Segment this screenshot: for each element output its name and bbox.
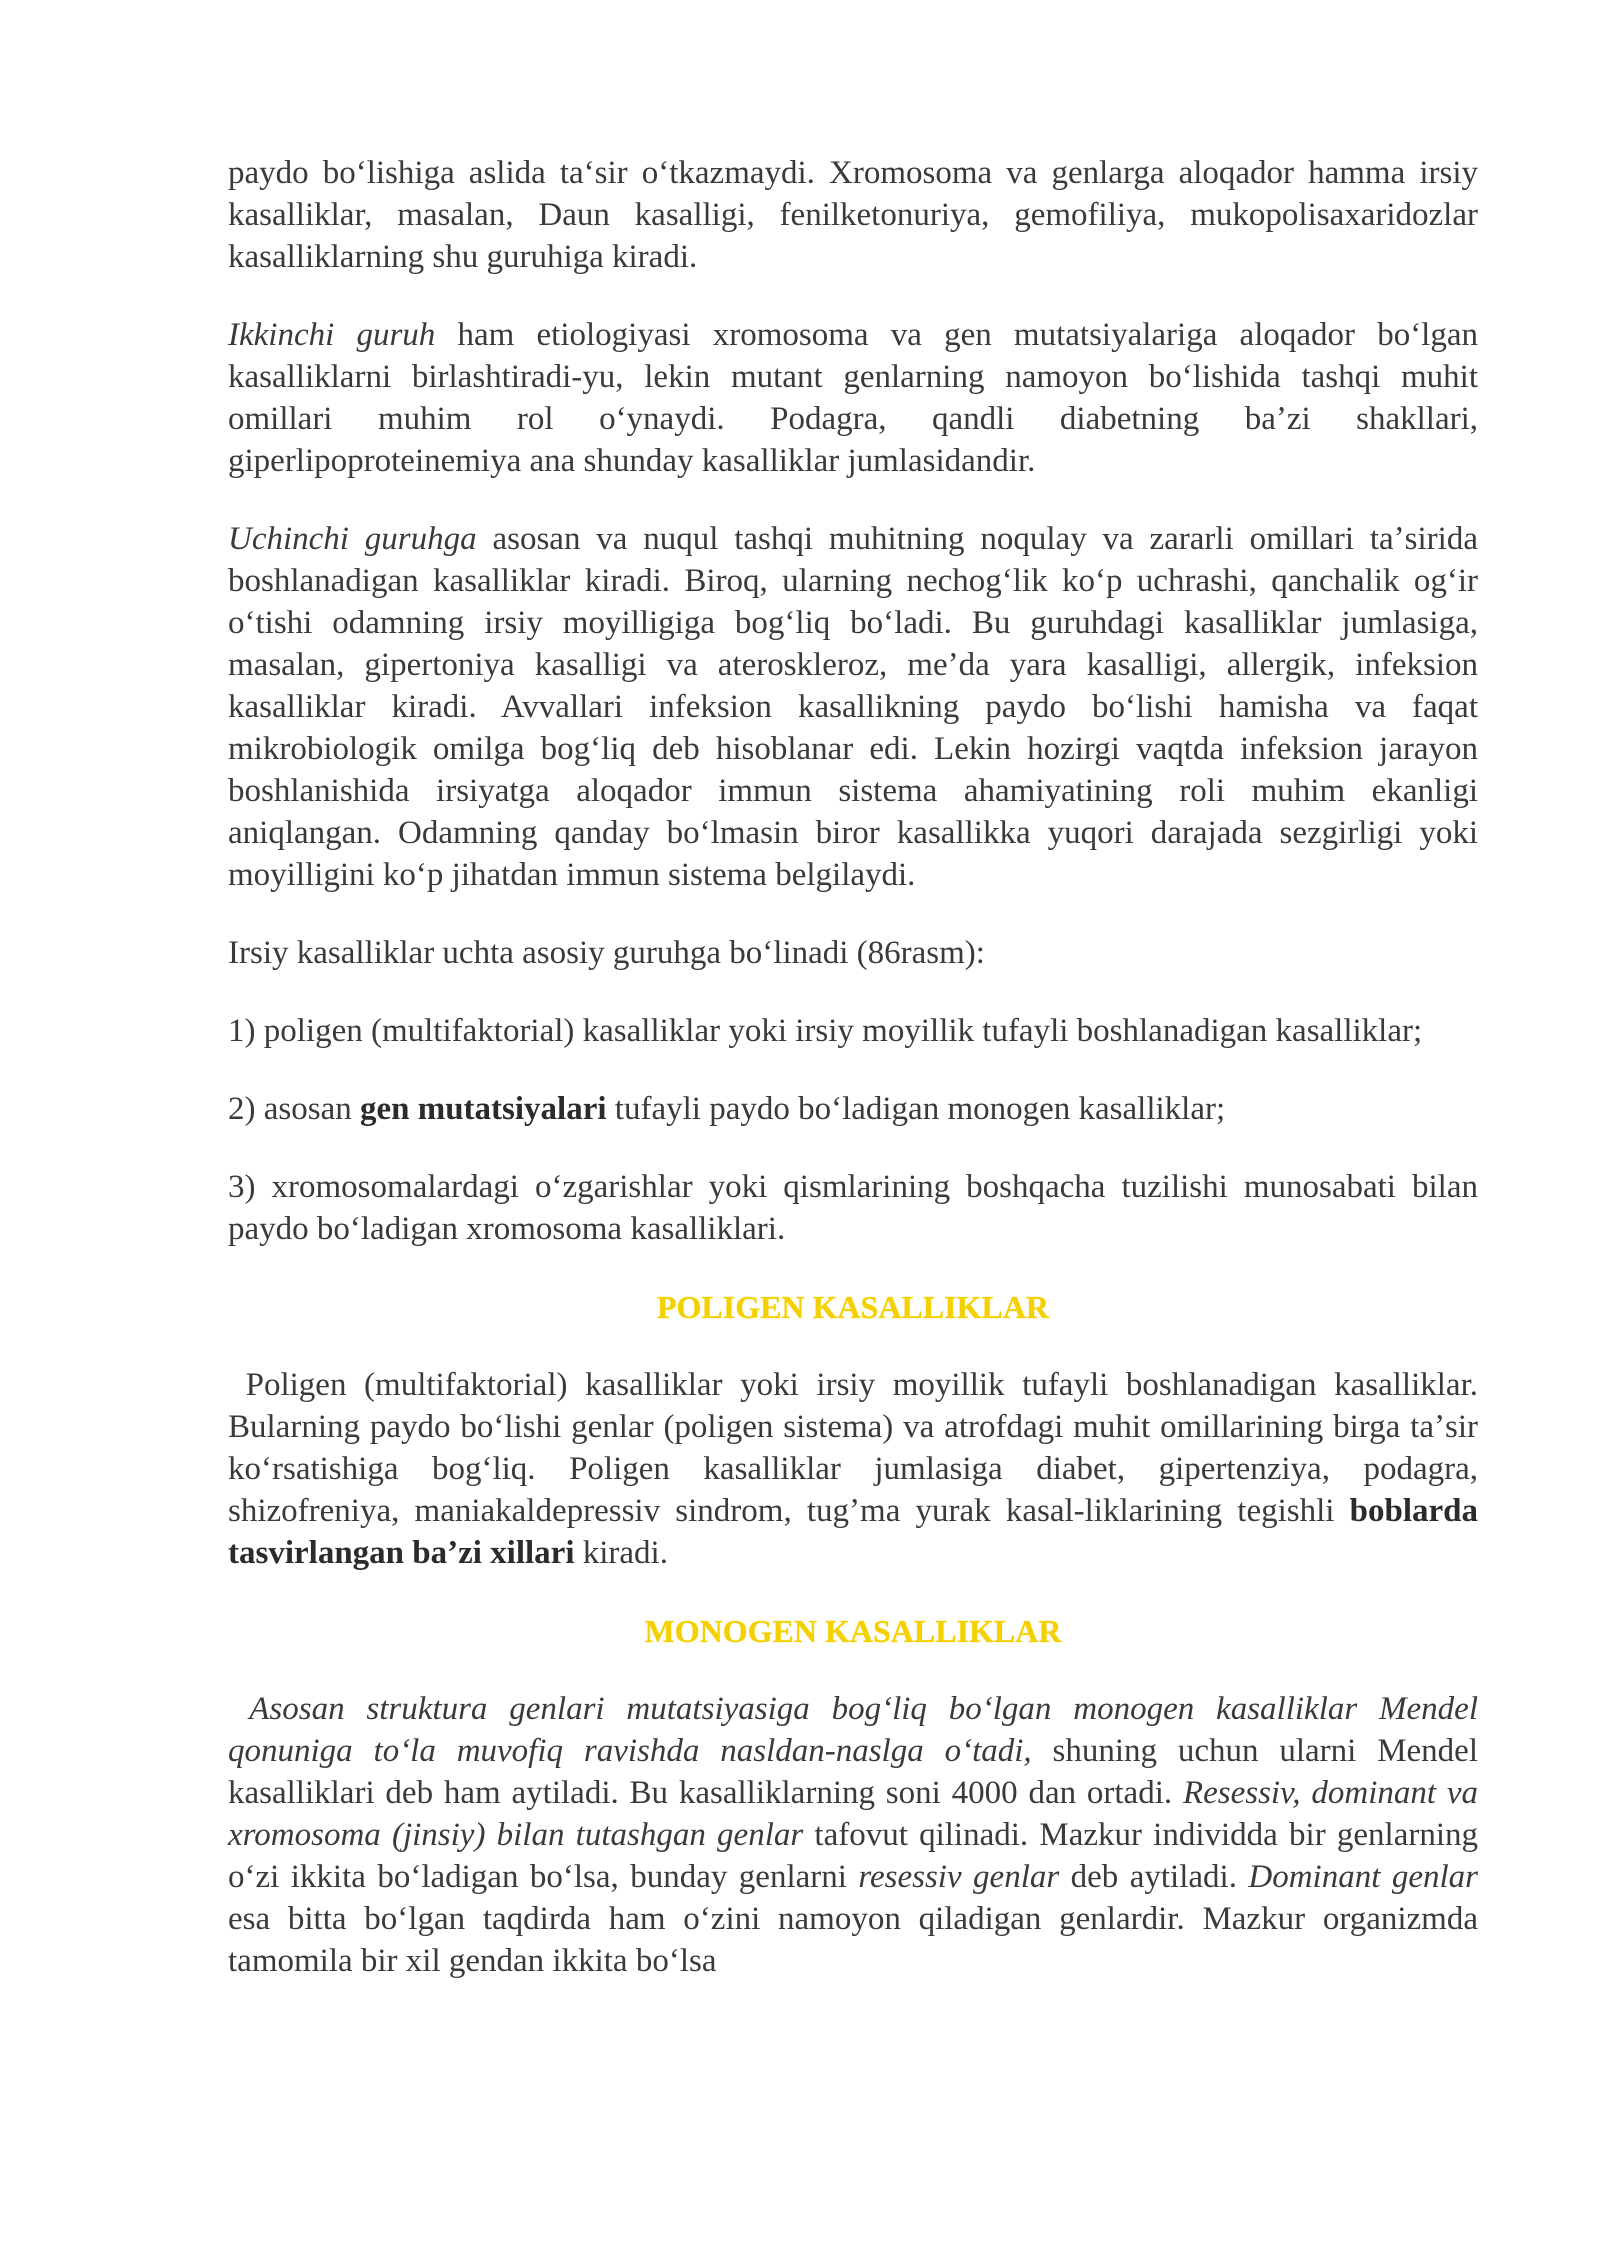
list-item-monogenic <box>228 1088 1478 1130</box>
section-heading-monogenic: MONOGEN KASALLIKLAR <box>644 1613 1062 1649</box>
chapter-reference-term: boblarda tasvirlangan baʼzi xillari <box>228 1493 1478 1571</box>
paragraph-text: Poligen (multifaktorial) kasalliklar yoki irsiy moyillik tufayli boshlanadigan kasalliklar. Bularning paydo boʻlishi genlar (poligen sistema) va atrofdagi muhit omillarining birga taʼsir koʻrsatishiga bogʻliq. Poligen kasalliklar jumlasiga diabet, gipertenziya, podagra, shizofreniya, maniakaldepressiv sindrom, tugʼma yurak kasal-liklarining tegishli <box>228 1367 1479 1529</box>
paragraph-text: paydo boʻlishiga aslida taʻsir oʻtkazmaydi. Xromosoma va genlarga aloqador hamma irsiy kasalliklar, masalan, Daun kasalligi, fenilketonuriya, gemofiliya, mukopolisaxaridozlar kasalliklarning shu guruhiga kiradi. <box>228 155 1478 275</box>
paragraph-monogenic <box>228 1688 1478 1982</box>
paragraph-groups-intro <box>228 932 1478 974</box>
gene-mutations-term: gen mutatsiyalari <box>359 1091 607 1127</box>
paragraph-text: asosan va nuqul tashqi muhitning noqulay va zararli omillari taʼsirida boshlanadigan kasalliklar kiradi. Biroq, ularning nechogʻlik koʻp uchrashi, qanchalik ogʻir oʻtishi odamning irsiy moyilligiga bogʻliq boʻladi. Bu guruhdagi kasalliklar jumlasiga, masalan, gipertoniya kasalligi va ateroskleroz, meʼda yara kasalligi, allergik, infeksion kasalliklar kiradi. Avvallari infeksion kasallikning paydo boʻlishi hamisha va faqat mikrobiologik omilga bogʻliq deb hisoblanar edi. Lekin hozirgi vaqtda infeksion jarayon boshlanishida irsiyatga aloqador immun sistema ahamiyatining roli muhim ekanligi aniqlangan. Odamning qanday boʻlmasin biror kasallikka yuqori darajada sezgirligi yoki moyilligini koʻp jihatdan immun sistema belgilaydi. <box>228 521 1478 893</box>
paragraph-text: ham etiologiyasi xromosoma va gen mutatsiyalariga aloqador boʻlgan kasalliklarni birlashtiradi-yu, lekin mutant genlarning namoyon boʻlishida tashqi muhit omillari muhim rol oʻynaydi. Podagra, qandli diabetning baʼzi shakllari, giperlipoproteinemiya ana shunday kasalliklar jumlasidandir. <box>228 317 1478 479</box>
monogenic-definition: Asosan struktura genlari mutatsiyasiga bogʻliq boʻlgan monogen kasalliklar Mendel qonuniga toʻla muvofiq ravishda nasldan-naslga oʻtadi, <box>228 1691 1478 1769</box>
paragraph-second-group <box>228 314 1478 482</box>
dominant-genes-term: Dominant genlar <box>1248 1859 1478 1895</box>
second-group-term: Ikkinchi guruh <box>228 317 436 353</box>
list-item-text: 1) poligen (multifaktorial) kasalliklar yoki irsiy moyillik tufayli boshlanadigan kasalliklar; <box>228 1013 1423 1049</box>
paragraph-text: deb aytiladi. <box>1059 1859 1249 1895</box>
paragraph-text: tafovut qilinadi. Mazkur individda bir genlarning oʻzi ikkita boʻladigan boʻlsa, bunday genlarni <box>228 1817 1478 1895</box>
paragraph-continuation <box>228 152 1478 278</box>
paragraph-text: Irsiy kasalliklar uchta asosiy guruhga boʻlinadi (86rasm): <box>228 935 985 971</box>
paragraph-third-group <box>228 518 1478 896</box>
paragraph-polygenic <box>228 1364 1478 1574</box>
section-heading-polygenic: POLIGEN KASALLIKLAR <box>656 1289 1050 1325</box>
third-group-term: Uchinchi guruhga <box>228 521 477 557</box>
paragraph-text: shuning uchun ularni Mendel kasalliklari deb ham aytiladi. Bu kasalliklarning soni 4000 dan ortadi. <box>228 1733 1478 1811</box>
list-item-text: 3) xromosomalardagi oʻzgarishlar yoki qismlarining boshqacha tuzilishi munosabati bilan paydo boʻladigan xromosoma kasalliklari. <box>228 1169 1478 1247</box>
list-item-text: 2) asosan <box>228 1091 360 1127</box>
document-page <box>228 152 1478 2018</box>
paragraph-text: kiradi. <box>574 1535 668 1571</box>
gene-types-term: Resessiv, dominant va xromosoma (jinsiy) bilan tutashgan genlar <box>228 1775 1478 1853</box>
paragraph-text: esa bitta boʻlgan taqdirda ham oʻzini namoyon qiladigan genlardir. Mazkur organizmda tamomila bir xil gendan ikkita boʻlsa <box>228 1901 1478 1979</box>
list-item-text: tufayli paydo boʻladigan monogen kasalliklar; <box>606 1091 1226 1127</box>
list-item-chromosomal <box>228 1166 1478 1250</box>
list-item-polygenic <box>228 1010 1478 1052</box>
recessive-genes-term: resessiv genlar <box>858 1859 1060 1895</box>
